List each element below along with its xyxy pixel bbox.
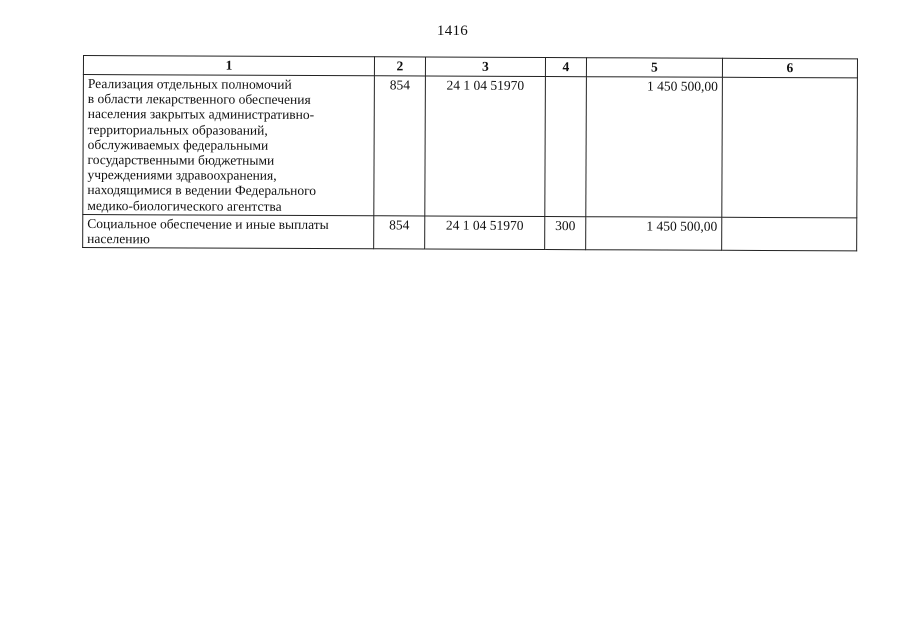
header-col-5: 5 [586,58,722,78]
table-row [83,214,857,251]
row-col4-cell: 300 [545,216,586,250]
header-col-1: 1 [83,56,374,76]
row-col2-cell: 854 [374,216,425,250]
page-number: 1416 [436,23,469,39]
row-name-cell [83,75,375,216]
header-col-4: 4 [545,58,586,77]
row-name-text: Социальное обеспечение и иные выплаты населению [87,215,329,247]
row-name-text: Реализация отдельных полномочий в области лекарственного обеспечения населения закрытых административно- территориальных образований, обслуживаемых федеральными государственными бюджетными учреждениями здравоохранения, находящимися в ведении Федерального медико-биологического агентства [87,76,317,214]
row-col4-cell [545,77,587,217]
header-col-6: 6 [722,58,857,78]
table-row [83,75,858,218]
row-col6-cell [722,77,858,217]
row-col2-cell: 854 [374,76,426,216]
header-col-3: 3 [425,57,545,77]
row-name-cell [83,214,374,249]
row-col5-cell: 1 450 500,00 [586,77,723,217]
row-col5-cell: 1 450 500,00 [586,217,722,251]
row-col3-cell: 24 1 04 51970 [425,216,545,250]
row-col3-cell: 24 1 04 51970 [425,76,546,216]
budget-table [82,55,858,252]
header-col-2: 2 [374,57,425,76]
row-col6-cell [722,217,857,251]
